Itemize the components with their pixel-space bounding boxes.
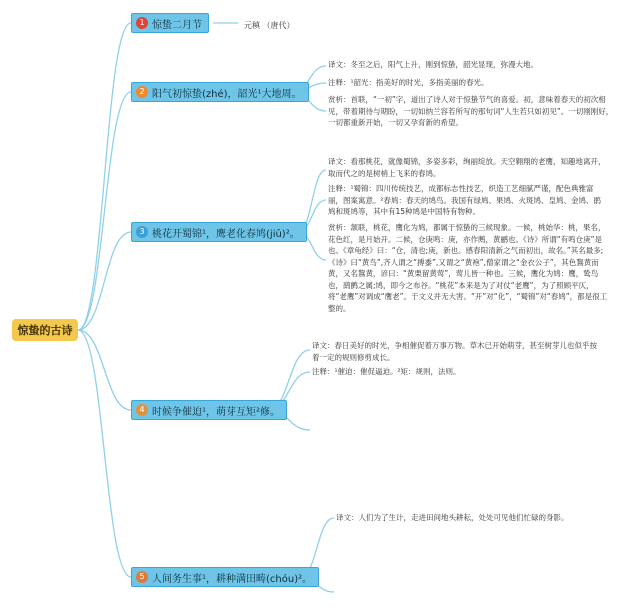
note-annotation: 注释：¹催迫：催促逼迫。²矩：规则，法则。: [312, 367, 461, 376]
note-annotation: 注释：¹韶光：指美好的时光，多指美丽的春光。: [328, 78, 489, 87]
topic-node-1[interactable]: [131, 13, 209, 33]
note-translation: 译文：春日美好的时光，争相催促着万事万物。草木已开始萌芽，甚至树芽儿也似乎按着一定的规则修剪成长。: [312, 341, 597, 362]
priority-5-icon: 5: [136, 571, 148, 583]
connector-line: [78, 232, 131, 330]
priority-3-icon: 3: [136, 226, 148, 238]
topic-label: 桃花开蜀锦¹，鹰老化春鸠(jiū)²。: [152, 228, 300, 240]
connector-line: [78, 330, 131, 577]
connector-line: [78, 92, 131, 330]
topic-label: 阳气初惊蛰(zhé)，韶光¹大地周。: [152, 88, 302, 100]
topic-node-4[interactable]: [131, 400, 287, 420]
note-translation: 译文：人们为了生计，走进田间地头耕耘，处处可见他们忙碌的身影。: [336, 513, 569, 522]
note-annotation: 注释：¹蜀锦：四川传统技艺，成都标志性技艺，织造工艺细腻严谨，配色典雅富丽，图案寓意。²春鸠：春天的鸠鸟。我国有绿鸠、果鸠、火斑鸠、皇鸠、金鸠、鹃鸠和斑鸠等，其中有15种鸠是中国特有物种。: [328, 184, 602, 216]
priority-4-icon: 4: [136, 404, 148, 416]
note-appreciation: 赏析：颔联，桃花，鹰化为鸠，都属于惊蛰的三候现象。一候，桃始华：桃，果名，花色红，是月始开。二候，仓庚鸣：庚，亦作鹒，黄鹂也。《诗》所谓“有鸣仓庚”是也。《章龟经》曰：“仓，清也;庚，新也。感春阳清新之气而初出，故名。”其名最多;《诗》曰“黄鸟”,齐人谓之“搏黍”,又谓之“黄袍”,僧家谓之“金衣公子”，其色鵹黄而黄，又名鵹黄，谚曰：“黄栗留黄莺”，莺儿皆一种也。三候，鹰化为鸠：鹰，鸷鸟也，鹞鹯之属;鸠，即今之布谷。“桃花”本来是为了对仗“老鹰”，为了照顾平仄，将“老鹰”对调成“鹰老”。于文义并无大害。“开”对“化”，“蜀锦”对“春鸠”，都是很工整的。: [328, 223, 608, 313]
topic-node-5[interactable]: [131, 567, 319, 587]
connector-line: [78, 23, 131, 330]
note-translation: 译文：冬至之后，阳气上升，刚到惊蛰，韶光显现，弥漫大地。: [328, 60, 538, 69]
topic-label: 人间务生事¹，耕种满田畴(chóu)²。: [152, 573, 313, 585]
connector-line: [78, 330, 131, 410]
topic-node-3[interactable]: [131, 222, 307, 242]
priority-2-icon: 2: [136, 86, 148, 98]
author-note: 元稹 （唐代）: [244, 21, 295, 30]
note-appreciation: 赏析：首联，“一初”字，道出了诗人对于惊蛰节气的喜爱。初，意味着春天的初次相见，带着期待与期盼，一切如纳兰容若所写的那句词“人生若只如初见”。一切刚刚好，一切都重新开始，一切又孕育新的希望。: [328, 95, 614, 127]
priority-1-icon: 1: [136, 17, 148, 29]
topic-label: 时候争催迫¹，萌芽互矩²修。: [152, 406, 281, 418]
topic-node-2[interactable]: [131, 82, 309, 102]
root-node[interactable]: 惊蛰的古诗: [12, 319, 78, 341]
note-translation: 译文：看那桃花，就像蜀锦，多姿多彩，绚丽绽放。天空翱翔的老鹰，知趣地离开，取而代之的是树梢上飞来的春鸠。: [328, 157, 606, 178]
topic-label: 惊蛰二月节: [152, 19, 202, 31]
